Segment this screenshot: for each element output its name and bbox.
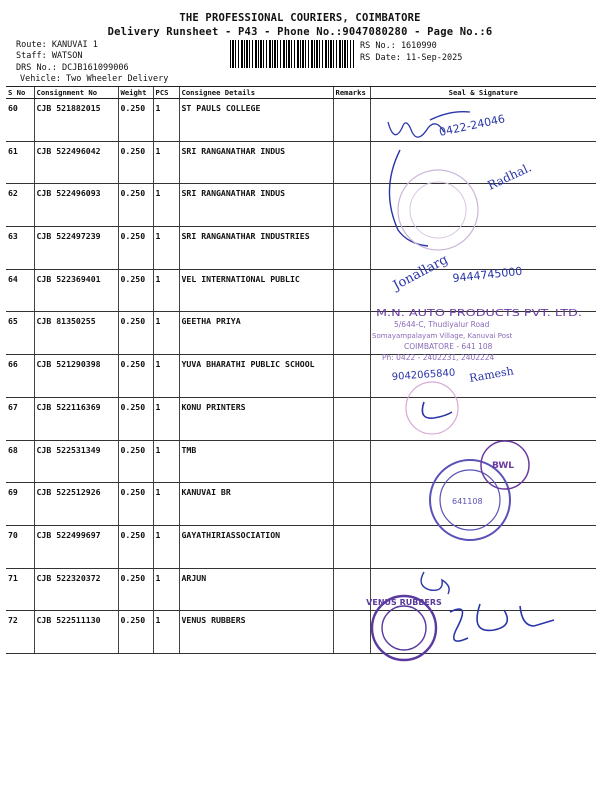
remarks-cell — [333, 99, 370, 142]
table-row — [6, 611, 596, 654]
pcs-cell — [153, 312, 179, 355]
sno-cell-text: 65 — [8, 316, 18, 327]
consignment-cell — [34, 269, 118, 312]
consignment-cell-text: CJB 522511130 — [36, 615, 101, 626]
pcs-cell-text: 1 — [155, 188, 161, 199]
seal-cell — [370, 227, 596, 270]
sno-cell-text: 72 — [8, 615, 18, 626]
sno-cell — [6, 184, 34, 227]
sno-cell-text: 70 — [8, 529, 18, 540]
consignee-cell-text: KANUVAI BR — [181, 487, 231, 498]
rs-date: RS Date: 11-Sep-2025 — [360, 53, 463, 63]
pcs-cell — [153, 141, 179, 184]
consignment-cell — [34, 525, 118, 568]
remarks-cell — [333, 525, 370, 568]
col-consignee: Consignee Details — [179, 87, 333, 99]
weight-cell-text: 0.250 — [120, 572, 146, 583]
pcs-cell-text: 1 — [155, 444, 161, 455]
sno-cell — [6, 355, 34, 398]
pcs-cell — [153, 483, 179, 526]
seal-cell — [370, 525, 596, 568]
consignment-cell — [34, 184, 118, 227]
col-seal: Seal & Signature — [370, 87, 596, 99]
remarks-cell — [333, 269, 370, 312]
consignment-cell-text: CJB 522512926 — [36, 487, 101, 498]
sno-cell-text: 68 — [8, 444, 18, 455]
weight-cell — [118, 483, 153, 526]
weight-cell — [118, 269, 153, 312]
sno-cell-text: 67 — [8, 401, 18, 412]
sno-cell — [6, 397, 34, 440]
consignment-cell-text: CJB 522496042 — [36, 145, 101, 156]
consignment-cell — [34, 312, 118, 355]
pcs-cell-text: 1 — [155, 273, 161, 284]
remarks-cell — [333, 568, 370, 611]
weight-cell-text: 0.250 — [120, 615, 146, 626]
consignee-cell-text: VENUS RUBBERS — [181, 615, 246, 626]
sno-cell — [6, 312, 34, 355]
remarks-cell — [333, 397, 370, 440]
consignment-cell — [34, 227, 118, 270]
sno-cell — [6, 568, 34, 611]
consignee-cell — [179, 355, 333, 398]
consignee-cell — [179, 312, 333, 355]
consignee-cell — [179, 525, 333, 568]
stamp-auto-name: M.N. AUTO PRODUCTS PVT. LTD. — [376, 308, 582, 319]
consignment-cell — [34, 397, 118, 440]
consignee-cell-text: KONU PRINTERS — [181, 401, 246, 412]
consignee-cell — [179, 397, 333, 440]
pcs-cell-text: 1 — [155, 401, 161, 412]
weight-cell-text: 0.250 — [120, 145, 146, 156]
table-row — [6, 355, 596, 398]
handwritten-phone-1: 9444745000 — [451, 264, 523, 285]
sno-cell — [6, 440, 34, 483]
consignee-cell-text: GEETHA PRIYA — [181, 316, 241, 327]
stamp-venus-text: VENUS RUBBERS — [366, 598, 442, 607]
table-row — [6, 141, 596, 184]
col-consignment: Consignment No — [34, 87, 118, 99]
remarks-cell — [333, 227, 370, 270]
stamp-bwl-text: BWL — [492, 461, 515, 471]
pcs-cell — [153, 184, 179, 227]
seal-cell — [370, 355, 596, 398]
remarks-cell — [333, 355, 370, 398]
consignee-cell — [179, 99, 333, 142]
vehicle-label: Vehicle: Two Wheeler Delivery — [20, 74, 169, 84]
consignee-cell — [179, 568, 333, 611]
remarks-cell — [333, 141, 370, 184]
weight-cell — [118, 184, 153, 227]
sno-cell — [6, 611, 34, 654]
stamp-auto-line1: 5/644-C, Thudiyalur Road — [394, 320, 490, 329]
signature-60-note: 0422-24046 — [437, 112, 507, 139]
consignment-cell-text: CJB 522116369 — [36, 401, 101, 412]
sno-cell — [6, 483, 34, 526]
weight-cell-text: 0.250 — [120, 444, 146, 455]
drs-label: DRS No.: DCJB161099006 — [16, 63, 129, 73]
pcs-cell — [153, 355, 179, 398]
weight-cell-text: 0.250 — [120, 401, 146, 412]
sno-cell-text: 69 — [8, 487, 18, 498]
col-weight: Weight — [118, 87, 153, 99]
weight-cell-text: 0.250 — [120, 316, 146, 327]
weight-cell — [118, 397, 153, 440]
seal-cell — [370, 269, 596, 312]
weight-cell — [118, 355, 153, 398]
handwritten-name: Ramesh — [468, 364, 515, 385]
remarks-cell — [333, 184, 370, 227]
seal-cell — [370, 440, 596, 483]
sno-cell-text: 64 — [8, 273, 18, 284]
remarks-cell — [333, 483, 370, 526]
consignee-cell — [179, 227, 333, 270]
consignee-cell-text: SRI RANGANATHAR INDUS — [181, 188, 286, 199]
pcs-cell-text: 1 — [155, 572, 161, 583]
consignee-cell — [179, 483, 333, 526]
consignee-cell-text: TMB — [181, 444, 197, 455]
weight-cell-text: 0.250 — [120, 103, 146, 113]
pcs-cell-text: 1 — [155, 316, 161, 327]
seal-cell — [370, 483, 596, 526]
consignment-cell — [34, 483, 118, 526]
consignee-cell-text: ST PAULS COLLEGE — [181, 103, 261, 113]
runsheet-subtitle: Delivery Runsheet - P43 - Phone No.:9047080280 - Page No.:6 — [107, 26, 493, 38]
consignment-cell-text: CJB 521882015 — [36, 103, 101, 113]
pcs-cell — [153, 611, 179, 654]
seal-cell — [370, 184, 596, 227]
rs-number: RS No.: 1610990 — [360, 41, 437, 51]
table-row — [6, 184, 596, 227]
sno-cell-text: 66 — [8, 359, 18, 370]
consignment-cell-text: CJB 522499697 — [36, 529, 101, 540]
weight-cell-text: 0.250 — [120, 529, 146, 540]
consignment-cell — [34, 99, 118, 142]
consignee-cell-text: YUVA BHARATHI PUBLIC SCHOOL — [181, 359, 315, 370]
consignee-cell — [179, 141, 333, 184]
consignee-cell-text: GAYATHIRIASSOCIATION — [181, 529, 281, 540]
sno-cell-text: 60 — [8, 103, 18, 113]
weight-cell-text: 0.250 — [120, 273, 146, 284]
weight-cell — [118, 99, 153, 142]
seal-cell — [370, 568, 596, 611]
weight-cell-text: 0.250 — [120, 231, 146, 242]
weight-cell — [118, 312, 153, 355]
consignment-cell — [34, 568, 118, 611]
table-row — [6, 568, 596, 611]
weight-cell-text: 0.250 — [120, 487, 146, 498]
table-row — [6, 99, 596, 142]
seal-cell — [370, 611, 596, 654]
seal-cell — [370, 99, 596, 142]
weight-cell-text: 0.250 — [120, 359, 146, 370]
stamp-auto-line2: Somayampalayam Village, Kanuvai Post — [372, 332, 513, 340]
signature-62: Radhal. — [485, 160, 534, 193]
pcs-cell-text: 1 — [155, 145, 161, 156]
weight-cell-text: 0.250 — [120, 188, 146, 199]
col-pcs: PCS — [153, 87, 179, 99]
consignment-cell-text: CJB 522531349 — [36, 444, 101, 455]
consignment-cell-text: CJB 522497239 — [36, 231, 101, 242]
company-title: THE PROFESSIONAL COURIERS, COIMBATORE — [179, 12, 421, 24]
staff-label: Staff: WATSON — [16, 51, 83, 61]
consignment-cell-text: CJB 522369401 — [36, 273, 101, 284]
consignment-cell — [34, 355, 118, 398]
weight-cell — [118, 141, 153, 184]
sno-cell — [6, 269, 34, 312]
consignee-cell — [179, 440, 333, 483]
seal-cell — [370, 141, 596, 184]
sno-cell — [6, 141, 34, 184]
weight-cell — [118, 568, 153, 611]
weight-cell — [118, 440, 153, 483]
weight-cell — [118, 611, 153, 654]
seal-cell — [370, 312, 596, 355]
sno-cell-text: 62 — [8, 188, 18, 199]
sno-cell — [6, 99, 34, 142]
table-row — [6, 483, 596, 526]
sno-cell — [6, 227, 34, 270]
consignee-cell-text: SRI RANGANATHAR INDUSTRIES — [181, 231, 310, 242]
pcs-cell — [153, 525, 179, 568]
sno-cell — [6, 525, 34, 568]
runsheet-table — [6, 86, 596, 654]
table-row — [6, 440, 596, 483]
consignment-cell — [34, 440, 118, 483]
weight-cell — [118, 227, 153, 270]
table-header — [6, 87, 596, 99]
table-row — [6, 525, 596, 568]
table-row — [6, 269, 596, 312]
consignee-cell-text: ARJUN — [181, 572, 207, 583]
pcs-cell — [153, 227, 179, 270]
pcs-cell-text: 1 — [155, 359, 161, 370]
consignment-cell-text: CJB 522496093 — [36, 188, 101, 199]
consignment-cell-text: CJB 81350255 — [36, 316, 96, 327]
table-row — [6, 227, 596, 270]
stamp-auto-line3: COIMBATORE - 641 108 — [404, 342, 493, 351]
col-sno: S No — [6, 87, 34, 99]
sno-cell-text: 71 — [8, 572, 18, 583]
table-row — [6, 312, 596, 355]
pcs-cell-text: 1 — [155, 231, 161, 242]
pcs-cell — [153, 397, 179, 440]
consignment-cell — [34, 141, 118, 184]
consignee-cell-text: SRI RANGANATHAR INDUS — [181, 145, 286, 156]
sno-cell-text: 63 — [8, 231, 18, 242]
remarks-cell — [333, 312, 370, 355]
stamp-auto-phone: Ph: 0422 - 2402231, 2402224 — [382, 353, 495, 362]
consignment-cell — [34, 611, 118, 654]
pcs-cell-text: 1 — [155, 487, 161, 498]
pcs-cell — [153, 99, 179, 142]
stamp-tmb-code: 641108 — [452, 497, 483, 506]
barcode — [230, 40, 354, 68]
weight-cell — [118, 525, 153, 568]
pcs-cell-text: 1 — [155, 529, 161, 540]
seal-cell — [370, 397, 596, 440]
route-label: Route: KANUVAI 1 — [16, 40, 98, 50]
consignment-cell-text: CJB 522320372 — [36, 572, 101, 583]
consignee-cell — [179, 184, 333, 227]
pcs-cell-text: 1 — [155, 103, 161, 113]
handwritten-phone-2: 9042065840 — [391, 367, 456, 383]
consignment-cell-text: CJB 521290398 — [36, 359, 101, 370]
remarks-cell — [333, 440, 370, 483]
signature-64: Jonallarg — [390, 252, 451, 294]
pcs-cell — [153, 269, 179, 312]
col-remarks: Remarks — [333, 87, 370, 99]
table-row — [6, 397, 596, 440]
pcs-cell — [153, 440, 179, 483]
consignee-cell — [179, 269, 333, 312]
consignee-cell-text: VEL INTERNATIONAL PUBLIC — [181, 273, 300, 284]
sno-cell-text: 61 — [8, 145, 18, 156]
pcs-cell — [153, 568, 179, 611]
consignee-cell — [179, 611, 333, 654]
remarks-cell — [333, 611, 370, 654]
pcs-cell-text: 1 — [155, 615, 161, 626]
